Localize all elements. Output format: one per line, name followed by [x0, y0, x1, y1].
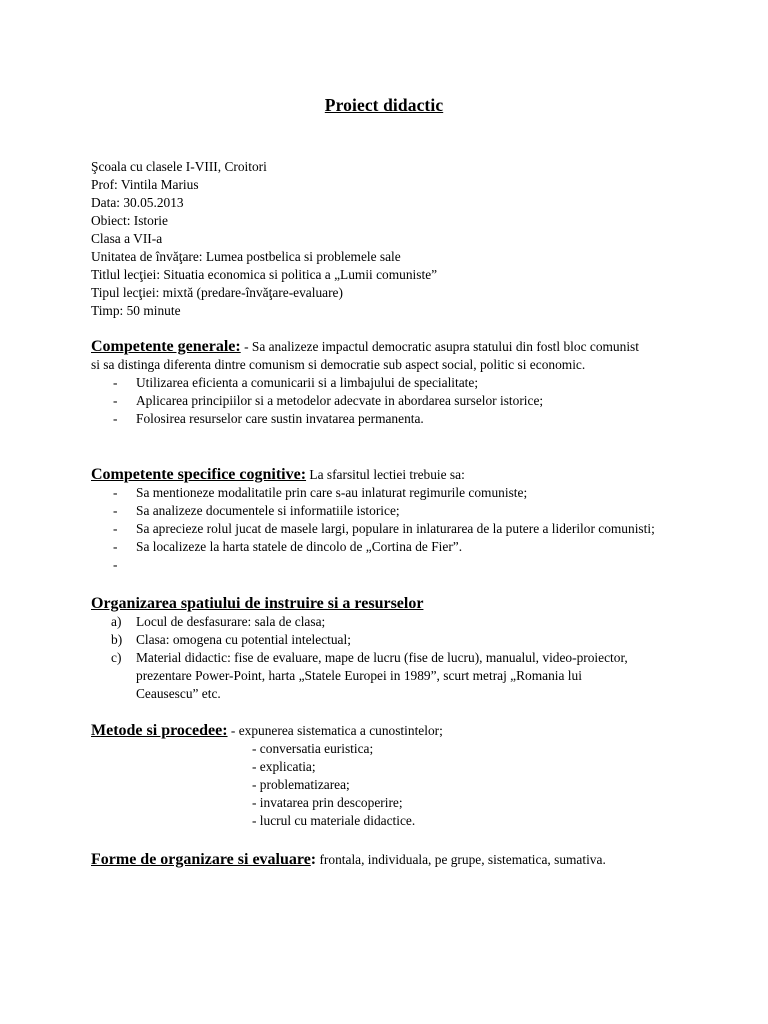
metode-item: - expunerea sistematica a cunostintelor; [227, 723, 443, 738]
section-competente-generale [91, 338, 648, 428]
metode-item: - explicatia; [252, 759, 316, 774]
competente-specifice-intro: La sfarsitul lectiei trebuie sa: [306, 467, 465, 482]
list-item: - Aplicarea principiilor si a metodelor adecvate in abordarea surselor istorice; [91, 392, 648, 410]
list-item-text: Clasa: omogena cu potential intelectual; [136, 632, 351, 647]
info-date: Data: 30.05.2013 [91, 195, 184, 210]
metode-item: - lucrul cu materiale didactice. [252, 813, 416, 828]
list-marker: c) [111, 650, 122, 665]
page-title: Proiect didactic [324, 95, 444, 115]
competente-generale-intro: - Sa analizeze impactul democratic asupra statului din fostl bloc comunist si sa distinga diferenta dintre comunism si democratie sub aspect social, politic si economic. [91, 339, 639, 372]
list-item: - Sa aprecieze rolul jucat de masele largi, populare in inlaturarea de la putere a liderilor comunisti; [91, 520, 660, 538]
list-item: - Utilizarea eficienta a comunicarii si a limbajului de specialitate; [91, 374, 648, 392]
competente-specifice-paragraph [91, 466, 660, 484]
list-item: - Sa analizeze documentele si informatiile istorice; [91, 502, 660, 520]
list-marker: b) [111, 632, 123, 647]
list-item: - Sa mentioneze modalitatile prin care s-au inlaturat regimurile comuniste; [91, 484, 660, 502]
section-competente-specifice [91, 466, 660, 556]
list-item [91, 613, 643, 631]
info-teacher: Prof: Vintila Marius [91, 177, 199, 192]
info-class: Clasa a VII-a [91, 231, 163, 246]
competente-generale-list [91, 374, 648, 428]
metode-item: - conversatia euristica; [252, 741, 374, 756]
metode-item: - invatarea prin descoperire; [252, 795, 403, 810]
forme-paragraph [91, 851, 680, 869]
forme-colon: : [310, 851, 317, 868]
metode-heading: Metode si procedee: [91, 722, 228, 739]
list-item: - Sa localizeze la harta statele de dincolo de „Cortina de Fier”. [91, 538, 660, 556]
list-item-text: Locul de desfasurare: sala de clasa; [136, 614, 326, 629]
competente-specifice-heading: Competente specifice cognitive: [91, 466, 307, 483]
list-item [91, 649, 643, 703]
info-unit: Unitatea de învăţare: Lumea postbelica si problemele sale [91, 249, 401, 264]
metode-item: - problematizarea; [252, 777, 350, 792]
info-subject: Obiect: Istorie [91, 213, 168, 228]
info-time: Timp: 50 minute [91, 303, 181, 318]
info-lesson-title: Titlul lecţiei: Situatia economica si politica a „Lumii comuniste” [91, 267, 438, 282]
competente-generale-paragraph [91, 338, 648, 374]
section-forme [91, 851, 680, 869]
list-item: - Folosirea resurselor care sustin invatarea permanenta. [91, 410, 648, 428]
forme-heading: Forme de organizare si evaluare [91, 851, 311, 868]
list-marker: a) [111, 614, 122, 629]
info-block [91, 158, 680, 320]
metode-first-line [91, 722, 691, 740]
competente-specifice-list [91, 484, 660, 556]
organizare-heading: Organizarea spatiului de instruire si a resurselor [91, 595, 424, 612]
organizare-list [91, 613, 643, 703]
info-lesson-type: Tipul lecţiei: mixtă (predare-învăţare-evaluare) [91, 285, 343, 300]
forme-text: frontala, individuala, pe grupe, sistematica, sumativa. [316, 852, 606, 867]
info-school: Şcoala cu clasele I-VIII, Croitori [91, 159, 267, 174]
competente-generale-heading: Competente generale: [91, 338, 241, 355]
section-metode [91, 722, 691, 830]
list-item [91, 631, 643, 649]
list-item-text: Material didactic: fise de evaluare, mape de lucru (fise de lucru), manualul, video-proiector, prezentare Power-Point, harta „Statele Europei in 1989”, scurt metraj „Romania lui Ceausescu” etc. [136, 650, 628, 701]
section-organizare [91, 595, 643, 703]
